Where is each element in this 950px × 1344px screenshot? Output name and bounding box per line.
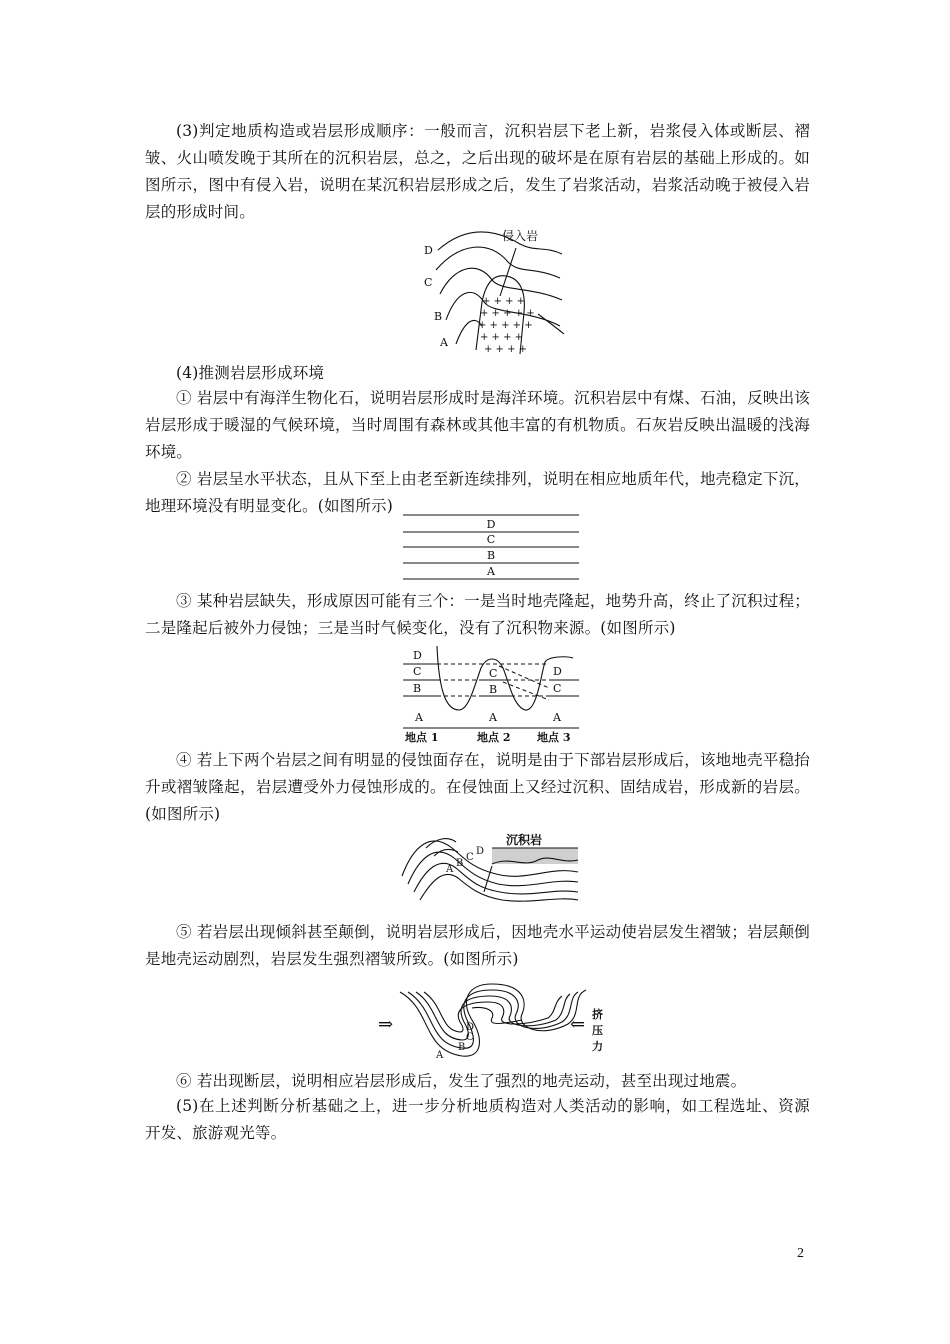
fold-layer-a: A [436,1050,444,1061]
loc2-layer-b: B [489,683,498,696]
erosion-layer-b: B [456,858,464,869]
force-label-1: 挤 [592,1008,603,1021]
erosion-surface-figure [400,826,582,906]
loc2-layer-a: A [489,711,497,724]
horizontal-layer-a: A [487,565,495,578]
sedimentary-rock-label: 沉积岩 [506,833,543,847]
fold-figure [372,980,612,1064]
fold-layer-d: D [466,1022,475,1033]
loc1-layer-d: D [413,649,422,662]
intrusion-figure [420,222,580,362]
location-1-label: 地点 1 [405,731,439,744]
paragraph-4-2: ② 岩层呈水平状态，且从下至上由老至新连续排列，说明在相应地质年代，地壳稳定下沉，地理环境没有明显变化。(如图所示) [145,470,810,515]
erosion-layer-d: D [476,846,485,857]
force-label-3: 力 [592,1040,603,1053]
svg-text:+ + + + +: + + + + + [478,320,533,331]
force-label-2: 压 [592,1024,603,1037]
loc1-layer-b: B [413,682,422,695]
location-3-label: 地点 3 [537,731,571,744]
page-number: 2 [797,1246,804,1261]
missing-layers-figure [403,644,583,744]
svg-text:+ + + +: + + + + [484,344,528,355]
loc1-layer-c: C [413,665,422,678]
loc3-layer-c: C [553,682,562,695]
horizontal-layer-b: B [486,549,496,562]
layer-label-a: A [440,336,448,349]
left-arrow-icon: ⇒ [378,1014,394,1035]
erosion-layer-a: A [446,864,454,875]
fold-layer-b: B [458,1042,466,1053]
svg-text:+ + + +: + + + + [480,332,524,343]
paragraph-4-6: ⑥ 若出现断层，说明相应岩层形成后，发生了强烈的地壳运动，甚至出现过地震。 [176,1072,747,1090]
svg-text:+ + + + +: + + + + + [480,308,535,319]
erosion-layer-c: C [466,852,474,863]
paragraph-4-heading: (4)推测岩层形成环境 [176,364,325,382]
paragraph-4-5: ⑤ 若岩层出现倾斜甚至颠倒，说明岩层形成后，因地壳水平运动使岩层发生褶皱；岩层颠倒是地壳运动剧烈，岩层发生强烈褶皱所致。(如图所示) [145,923,810,968]
horizontal-layer-c: C [486,533,496,546]
horizontal-layers-figure [403,512,583,582]
paragraph-4-3: ③ 某种岩层缺失，形成原因可能有三个：一是当时地壳隆起，地势升高，终止了沉积过程；二是隆起后被外力侵蚀；三是当时气候变化，没有了沉积物来源。(如图所示) [145,592,810,637]
loc3-layer-d: D [553,665,562,678]
paragraph-4-1: ① 岩层中有海洋生物化石，说明岩层形成时是海洋环境。沉积岩层中有煤、石油，反映出该岩层形成于暖湿的气候环境，当时周围有森林或其他丰富的有机物质。石灰岩反映出温暖的浅海环境。 [145,389,810,461]
right-arrow-icon: ⇐ [570,1014,586,1035]
layer-label-c: C [424,276,433,289]
fold-layer-c: C [466,1032,474,1043]
loc3-layer-a: A [553,711,561,724]
intrusion-label: 侵入岩 [502,229,539,243]
horizontal-layer-d: D [486,518,496,531]
paragraph-5: (5)在上述判断分析基础之上，进一步分析地质构造对人类活动的影响，如工程选址、资源开发、旅游观光等。 [145,1097,810,1142]
location-2-label: 地点 2 [477,731,511,744]
loc1-layer-a: A [415,711,423,724]
svg-text:+ + + +: + + + + [482,296,526,307]
layer-label-d: D [424,244,433,257]
paragraph-3: (3)判定地质构造或岩层形成顺序：一般而言，沉积岩层下老上新，岩浆侵入体或断层、褶皱、火山喷发晚于其所在的沉积岩层，总之，之后出现的破坏是在原有岩层的基础上形成的。如图所示，图中有侵入岩，说明在某沉积岩层形成之后，发生了岩浆活动，岩浆活动晚于被侵入岩层的形成时间。 [145,122,810,221]
layer-label-b: B [434,310,443,323]
paragraph-4-4: ④ 若上下两个岩层之间有明显的侵蚀面存在，说明是由于下部岩层形成后，该地地壳平稳抬升或褶皱隆起，岩层遭受外力侵蚀形成的。在侵蚀面上又经过沉积、固结成岩，形成新的岩层。(如图所示) [145,751,810,823]
loc2-layer-c: C [489,667,498,680]
